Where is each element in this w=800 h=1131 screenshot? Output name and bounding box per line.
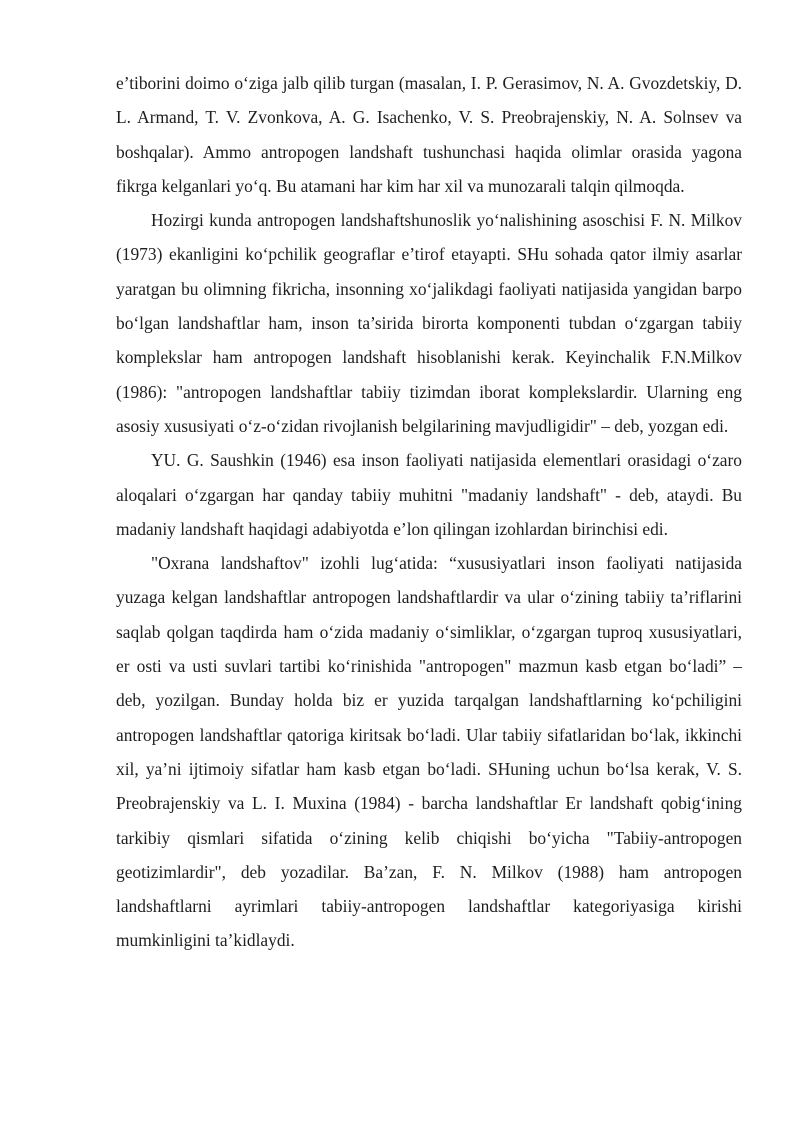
- body-text: [116, 66, 742, 958]
- paragraph-3: YU. G. Saushkin (1946) esa inson faoliyati natijasida elementlari orasidagi o‘zaro aloqalari o‘zgargan har qanday tabiiy muhitni "madaniy landshaft" - deb, ataydi. Bu madaniy landshaft haqidagi adabiyotda e’lon qilingan izohlardan birinchisi edi.: [116, 450, 742, 539]
- paragraph-1: e’tiborini doimo o‘ziga jalb qilib turgan (masalan, I. P. Gerasimov, N. A. Gvozdetskiy, D. L. Armand, T. V. Zvonkova, A. G. Isachenko, V. S. Preobrajenskiy, N. A. Solnsev va boshqalar). Ammo antropogen landshaft tushunchasi haqida olimlar orasida yagona fikrga kelganlari yo‘q. Bu atamani har kim har xil va munozarali talqin qilmoqda.: [116, 73, 742, 196]
- paragraph-4: "Oxrana landshaftov" izohli lug‘atida: “xususiyatlari inson faoliyati natijasida yuzaga kelgan landshaftlar antropogen landshaftlardir va ular o‘zining tabiiy ta’riflarini saqlab qolgan taqdirda ham o‘zida madaniy o‘simliklar, o‘zgargan tuproq xususiyatlari, er osti va usti suvlari tartibi ko‘rinishida "antropogen" mazmun kasb etgan bo‘ladi” – deb, yozilgan. Bunday holda biz er yuzida tarqalgan landshaftlarning ko‘pchiligini antropogen landshaftlar qatoriga kiritsak bo‘ladi. Ular tabiiy sifatlaridan bo‘lak, ikkinchi xil, ya’ni ijtimoiy sifatlar ham kasb etgan bo‘ladi. SHuning uchun bo‘lsa kerak, V. S. Preobrajenskiy va L. I. Muxina (1984) - barcha landshaftlar Er landshaft qobig‘ining tarkibiy qismlari sifatida o‘zining kelib chiqishi bo‘yicha "Tabiiy-antropogen geotizimlardir", deb yozadilar. Ba’zan, F. N. Milkov (1988) ham antropogen landshaftlarni ayrimlari tabiiy-antropogen landshaftlar kategoriyasiga kirishi mumkinligini ta’kidlaydi.: [116, 553, 742, 951]
- paragraph-2: Hozirgi kunda antropogen landshaftshunoslik yo‘nalishining asoschisi F. N. Milkov (1973) ekanligini ko‘pchilik geograflar e’tirof etayapti. SHu sohada qator ilmiy asarlar yaratgan bu olimning fikricha, insonning xo‘jalikdagi faoliyati natijasida yangidan barpo bo‘lgan landshaftlar ham, inson ta’sirida birorta komponenti tubdan o‘zgargan tabiiy komplekslar ham antropogen landshaft hisoblanishi kerak. Keyinchalik F.N.Milkov (1986): "antropogen landshaftlar tabiiy tizimdan iborat komplekslardir. Ularning eng asosiy xususiyati o‘z-o‘zidan rivojlanish belgilarining mavjudligidir" – deb, yozgan edi.: [116, 210, 742, 436]
